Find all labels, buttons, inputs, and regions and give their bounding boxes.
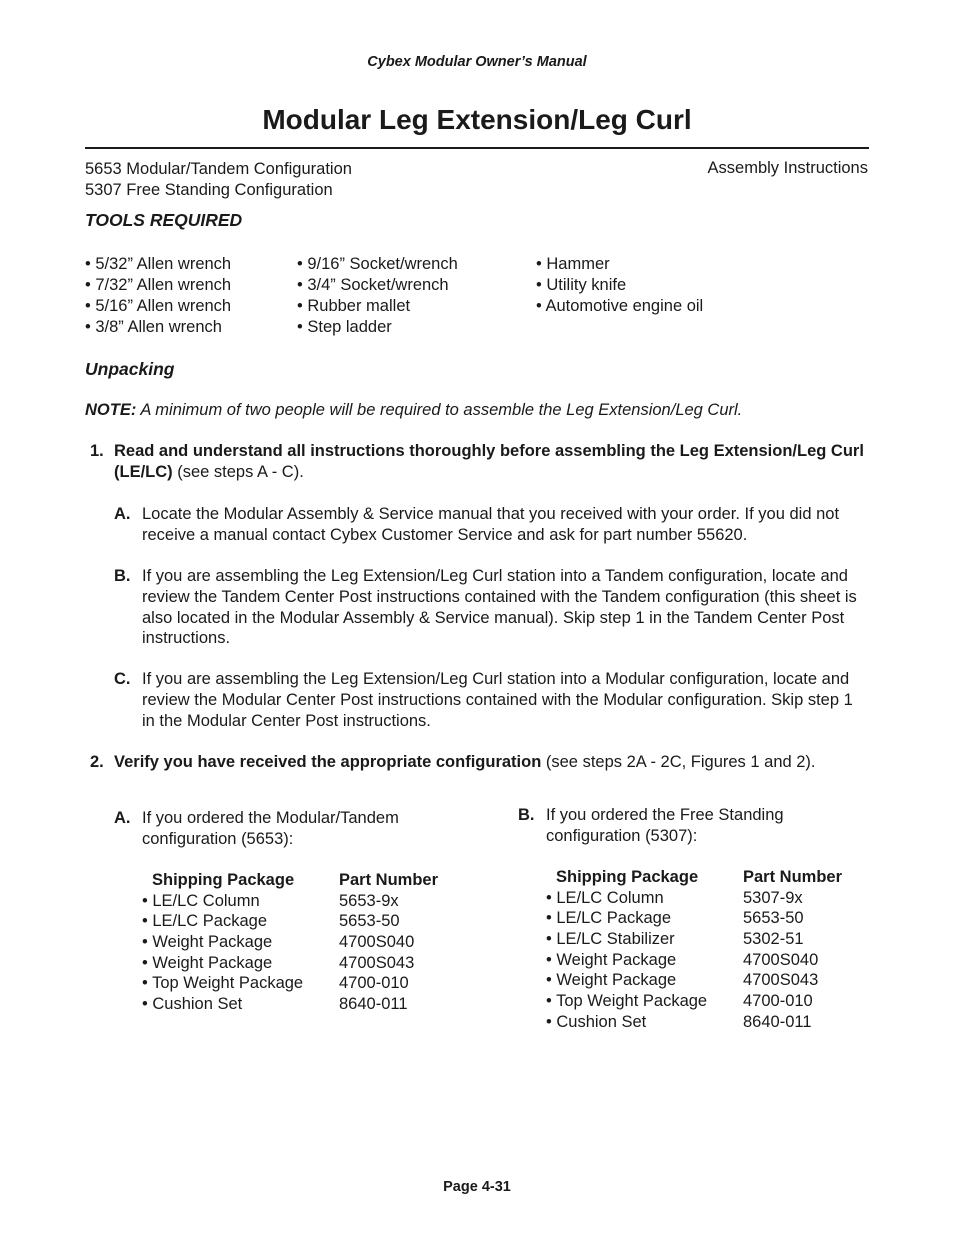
note-label: NOTE: — [85, 401, 137, 419]
table-row — [142, 994, 472, 1015]
config-5653: 5653 Modular/Tandem Configuration — [85, 160, 352, 178]
package-cell: • LE/LC Package — [546, 909, 672, 928]
step-2b-text: If you ordered the Free Standing configuration (5307): — [546, 806, 784, 845]
table-row — [546, 970, 876, 991]
package-cell: • Cushion Set — [546, 1012, 647, 1031]
table-row — [546, 908, 876, 929]
table-row — [142, 953, 472, 974]
step-2a-text: If you ordered the Modular/Tandem configuration (5653): — [142, 809, 399, 848]
package-cell: • Weight Package — [142, 933, 273, 952]
part-cell: 4700-010 — [743, 992, 813, 1011]
part-cell: 8640-011 — [743, 1012, 812, 1031]
config-5307: 5307 Free Standing Configuration — [85, 181, 333, 199]
tool-item: • Rubber mallet — [297, 297, 411, 315]
step-2b-label: B. — [518, 806, 535, 824]
table-row — [142, 973, 472, 994]
part-cell: 4700S043 — [743, 971, 819, 990]
tool-item: • 5/16” Allen wrench — [85, 297, 232, 315]
table-row — [142, 932, 472, 953]
step-1a-text: Locate the Modular Assembly & Service manual that you received with your order. If you did not receive a manual contact Cybex Customer Service and ask for part number 55620. — [142, 505, 840, 544]
package-cell: • Weight Package — [142, 953, 273, 972]
package-cell: • Weight Package — [546, 971, 677, 990]
part-cell: 5307-9x — [743, 888, 803, 907]
part-cell: 5653-9x — [339, 891, 399, 910]
step-1-bold: Read and understand all instructions thoroughly before assembling the Leg Extension/Leg Curl (LE/LC) — [114, 442, 864, 481]
table-row — [546, 1012, 876, 1033]
step-1c-text: If you are assembling the Leg Extension/Leg Curl station into a Modular configuration, locate and review the Modular Center Post instructions contained with the Modular configuration. Skip step 1 in the Modular Center Post instructions. — [142, 670, 853, 730]
package-cell: • LE/LC Package — [142, 912, 268, 931]
tool-item: • 3/8” Allen wrench — [85, 318, 222, 336]
tool-item: • 3/4” Socket/wrench — [297, 276, 449, 294]
col-part-number: Part Number — [743, 868, 843, 886]
col-shipping-package: Shipping Package — [556, 868, 699, 886]
step-2-text — [114, 752, 874, 773]
part-cell: 5653-50 — [339, 912, 400, 931]
configuration-list — [85, 159, 352, 201]
page-number: Page 4-31 — [443, 1179, 511, 1195]
tools-heading: TOOLS REQUIRED — [85, 210, 243, 230]
package-cell: • Cushion Set — [142, 995, 243, 1014]
table-row — [546, 991, 876, 1012]
parts-table-5653 — [142, 870, 472, 1015]
unpacking-heading: Unpacking — [85, 359, 175, 379]
part-cell: 5653-50 — [743, 909, 804, 928]
tools-column-1 — [85, 254, 231, 338]
tool-item: • 7/32” Allen wrench — [85, 276, 232, 294]
part-cell: 8640-011 — [339, 995, 408, 1014]
part-cell: 4700S040 — [339, 933, 415, 952]
table-row — [142, 911, 472, 932]
package-cell: • LE/LC Column — [546, 888, 664, 907]
step-1b-label: B. — [114, 567, 131, 585]
tools-column-3 — [536, 254, 703, 317]
part-cell: 4700S043 — [339, 953, 415, 972]
table-row — [546, 950, 876, 971]
step-1a-label: A. — [114, 505, 131, 523]
step-2-rest: (see steps 2A - 2C, Figures 1 and 2). — [541, 753, 816, 771]
step-1b-text: If you are assembling the Leg Extension/Leg Curl station into a Tandem configuration, locate and review the Tandem Center Post instructions contained with the Tandem configuration (this sheet is also located in the Modular Assembly & Service manual). Skip step 1 in the Tandem Center Post instructions. — [142, 567, 857, 648]
tool-item: • 5/32” Allen wrench — [85, 255, 232, 273]
col-part-number: Part Number — [339, 871, 439, 889]
note-text: A minimum of two people will be required to assemble the Leg Extension/Leg Curl. — [136, 401, 743, 419]
table-header — [546, 867, 876, 888]
package-cell: • Top Weight Package — [546, 992, 708, 1011]
unpacking-note — [85, 400, 742, 421]
part-cell: 4700S040 — [743, 950, 819, 969]
step-1c-label: C. — [114, 670, 131, 688]
tool-item: • Automotive engine oil — [536, 297, 704, 315]
tool-item: • Utility knife — [536, 276, 627, 294]
tools-column-2 — [297, 254, 458, 338]
part-cell: 5302-51 — [743, 930, 804, 949]
step-1-text — [114, 441, 864, 483]
tool-item: • Hammer — [536, 255, 610, 273]
col-shipping-package: Shipping Package — [152, 871, 295, 889]
package-cell: • LE/LC Column — [142, 891, 260, 910]
step-1-number: 1. — [90, 442, 104, 460]
tool-item: • 9/16” Socket/wrench — [297, 255, 458, 273]
parts-table-5307 — [546, 867, 876, 1033]
step-1-rest: (see steps A - C). — [172, 462, 304, 481]
step-2-number: 2. — [90, 753, 104, 771]
table-header — [142, 870, 472, 891]
title-rule — [85, 147, 869, 149]
table-row — [546, 888, 876, 909]
package-cell: • Weight Package — [546, 950, 677, 969]
assembly-label: Assembly Instructions — [707, 159, 868, 177]
tool-item: • Step ladder — [297, 318, 392, 336]
part-cell: 4700-010 — [339, 974, 409, 993]
step-2a-label: A. — [114, 809, 131, 827]
table-row — [142, 891, 472, 912]
running-header: Cybex Modular Owner’s Manual — [367, 54, 587, 70]
package-cell: • Top Weight Package — [142, 974, 304, 993]
package-cell: • LE/LC Stabilizer — [546, 930, 675, 949]
step-2-bold: Verify you have received the appropriate configuration — [114, 753, 542, 771]
table-row — [546, 929, 876, 950]
page-title: Modular Leg Extension/Leg Curl — [262, 104, 692, 135]
